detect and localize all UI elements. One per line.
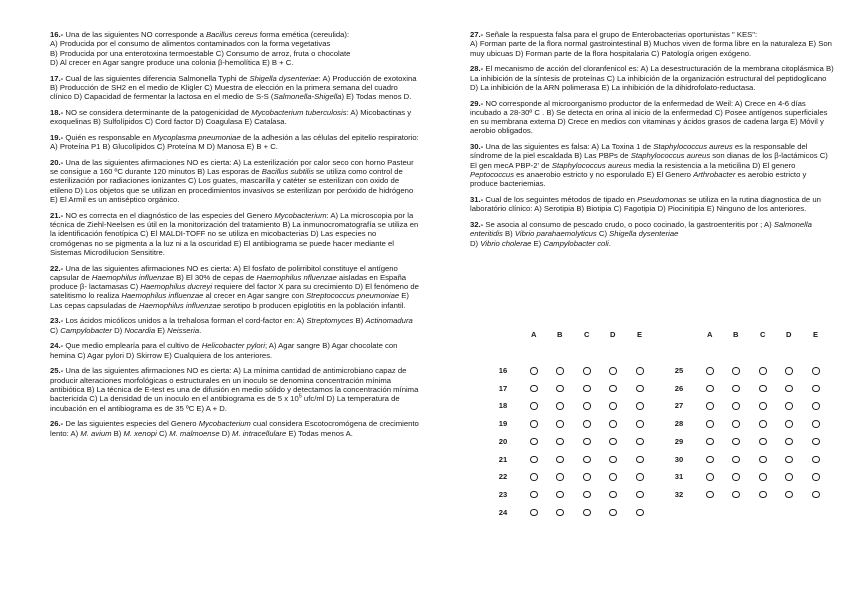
species-name: Haemophilus influenzae — [138, 300, 221, 310]
answer-bubble-a[interactable] — [530, 456, 538, 464]
question-text: B) Producida por una enterotoxina termoestable C) Consumo de arroz, fruta o chocolate — [50, 48, 351, 58]
species-name: Mycobacterium tuberculosis — [251, 107, 347, 117]
answer-bubble-e[interactable] — [812, 367, 820, 375]
answer-bubble-c[interactable] — [759, 367, 767, 375]
question-text: NO corresponde al microorganismo productor de la enfermedad de Weil: A) Crece en 4-6 días incubado a 28-30º C . B) Se detecta en orina al inicio de la enfermedad C) Posee antígenos superficiales en su membrana externa D) Crece en medios con vitaminas y ácidos grasos de cadena larga E) Móvil y aerobio obligados. — [470, 98, 828, 136]
answer-bubble-d[interactable] — [785, 456, 793, 464]
answer-row-number: 30 — [674, 454, 684, 464]
question-29 — [470, 99, 835, 136]
question-number: 20.- — [50, 157, 64, 167]
answer-bubble-e[interactable] — [636, 473, 644, 481]
question-16 — [50, 30, 420, 67]
question-30 — [470, 142, 835, 188]
species-name: Actinomadura — [365, 316, 413, 326]
answer-bubble-c[interactable] — [759, 491, 767, 499]
question-text: A) Forman parte de la flora normal gastrointestinal B) Muchos viven de forma libre en la naturaleza E) Son muy ubicuas D) Forman parte de la flora hospitalaria C) Patología origen exógeno. — [470, 39, 832, 58]
question-31 — [470, 195, 835, 214]
answer-row-number: 29 — [674, 436, 684, 446]
answer-bubble-d[interactable] — [785, 491, 793, 499]
question-text: A) Producida por el consumo de alimentos contaminados con la forma vegetativas — [50, 39, 331, 49]
answer-bubble-a[interactable] — [530, 438, 538, 446]
answer-row-number: 17 — [498, 383, 508, 393]
question-number: 19.- — [50, 132, 64, 142]
species-name: Staphylococcus aureus — [653, 142, 733, 152]
question-number: 31.- — [470, 195, 484, 205]
option-header-d: D — [610, 330, 616, 339]
option-header-e: E — [813, 330, 819, 339]
question-number: 24.- — [50, 341, 64, 351]
question-text: se utiliza como control de esterilización por radiaciones ionizantes C) Los guates, mascarilla y catéter se esterilizan con oxido de etileno D) Los objetos que se utilizan en procedimientos invasivos se esterilizan por peróxido de hidrógeno E) El Armil es un antiséptico orgánico. — [50, 167, 414, 205]
answer-bubble-d[interactable] — [785, 438, 793, 446]
answer-bubble-e[interactable] — [812, 491, 820, 499]
left-question-column — [50, 30, 420, 444]
answer-bubble-b[interactable] — [732, 438, 740, 446]
question-text: B) — [502, 229, 515, 239]
answer-bubble-e[interactable] — [636, 402, 644, 410]
species-name: Nocardia — [124, 325, 156, 335]
answer-bubble-a[interactable] — [706, 367, 714, 375]
answer-bubble-a[interactable] — [530, 402, 538, 410]
question-25 — [50, 366, 420, 412]
answer-bubble-c[interactable] — [583, 402, 591, 410]
answer-bubble-d[interactable] — [785, 473, 793, 481]
option-header-b: B — [733, 330, 739, 339]
answer-bubble-e[interactable] — [812, 402, 820, 410]
question-text: B) El 30% de cepas de — [173, 272, 257, 282]
answer-row-number: 23 — [498, 489, 508, 499]
answer-bubble-d[interactable] — [609, 438, 617, 446]
option-header-a: A — [531, 330, 537, 339]
species-name: Haemophilus ducreyi — [140, 282, 213, 292]
question-text: son dianas de los β-lactámicos C) El gen mecA PBP-2' de — [470, 151, 828, 170]
species-name: M. avium — [80, 428, 112, 438]
answer-bubble-c[interactable] — [583, 509, 591, 517]
question-text: Una de las siguientes afirmaciones NO es cierta: A) La esterilización por calor seco con horno Pasteur se consigue a 160 ºC durante 120 minutos B) Las esporas de — [50, 157, 414, 177]
question-32 — [470, 220, 835, 248]
question-21 — [50, 211, 420, 257]
species-name: Bacillus cereus — [205, 30, 258, 39]
answer-row-number: 19 — [498, 419, 508, 429]
right-question-column — [470, 30, 835, 254]
answer-bubble-b[interactable] — [732, 420, 740, 428]
question-text: D) — [219, 428, 233, 438]
question-text: D) — [470, 238, 481, 248]
species-name: Mycoplasma pneumoniae — [153, 132, 241, 142]
answer-bubble-b[interactable] — [556, 509, 564, 517]
question-text: se utiliza en la rutina diagnostica de un laboratório clínico: A) Serotipia B) Biotipia C) Fagotipia D) Piocinitipia E) Ninguno de los anteriores. — [470, 195, 821, 214]
question-text: C) — [596, 229, 610, 239]
question-number: 32.- — [470, 220, 484, 229]
answer-bubble-a[interactable] — [530, 473, 538, 481]
question-text: NO es correcta en el diagnóstico de las especies del Genero — [63, 210, 275, 220]
answer-row-number: 28 — [674, 419, 684, 429]
question-23 — [50, 316, 420, 335]
answer-bubble-e[interactable] — [636, 385, 644, 393]
question-19 — [50, 133, 420, 152]
answer-bubble-a[interactable] — [706, 402, 714, 410]
question-text: . — [608, 238, 611, 248]
option-header-d: D — [786, 330, 792, 339]
answer-bubble-d[interactable] — [785, 402, 793, 410]
question-number: 16.- — [50, 30, 64, 39]
species-name: Peptococcus — [470, 170, 515, 180]
answer-bubble-b[interactable] — [732, 402, 740, 410]
answer-bubble-c[interactable] — [759, 385, 767, 393]
answer-bubble-a[interactable] — [530, 509, 538, 517]
answer-row-number: 22 — [498, 472, 508, 482]
answer-bubble-c[interactable] — [759, 420, 767, 428]
question-text: D) — [111, 325, 125, 335]
species-name: M. xenopi — [123, 428, 157, 438]
answer-row-number: 21 — [498, 454, 508, 464]
question-text: serotipo b producen epiglotitis en la población infantil. — [220, 300, 406, 310]
species-name: Helicobacter pylori — [201, 341, 265, 351]
question-text: ufc/ml D) La temperatura de incubación en el antibiograma es de 35 ºC E) A + D. — [50, 394, 400, 413]
answer-bubble-c[interactable] — [759, 473, 767, 481]
answer-bubble-e[interactable] — [812, 438, 820, 446]
answer-row-number: 31 — [674, 472, 684, 482]
question-text: Los ácidos micólicos unidos a la trehalosa forman el cord-factor en: A) — [63, 316, 307, 326]
question-number: 21.- — [50, 210, 64, 220]
answer-bubble-d[interactable] — [609, 367, 617, 375]
answer-bubble-c[interactable] — [583, 456, 591, 464]
answer-bubble-b[interactable] — [556, 367, 564, 375]
question-17 — [50, 74, 420, 102]
answer-bubble-c[interactable] — [583, 473, 591, 481]
answer-bubble-c[interactable] — [583, 367, 591, 375]
answer-bubble-b[interactable] — [732, 367, 740, 375]
question-20 — [50, 158, 420, 204]
answer-bubble-b[interactable] — [556, 420, 564, 428]
option-header-e: E — [637, 330, 643, 339]
question-number: 30.- — [470, 142, 484, 152]
question-number: 22.- — [50, 263, 64, 273]
question-text: De las siguientes especies del Genero — [63, 419, 199, 429]
answer-bubble-d[interactable] — [609, 420, 617, 428]
question-text: ) E) Todas menos D. — [341, 92, 412, 102]
species-name: M. malmoense — [169, 428, 220, 438]
answer-bubble-b[interactable] — [732, 385, 740, 393]
question-text: B) — [111, 428, 124, 438]
question-text: C) — [50, 325, 61, 335]
question-text: E) — [155, 325, 168, 335]
option-header-b: B — [557, 330, 563, 339]
species-name: Arthrobacter — [693, 170, 736, 180]
answer-bubble-c[interactable] — [583, 420, 591, 428]
answer-bubble-c[interactable] — [583, 385, 591, 393]
question-24 — [50, 341, 420, 360]
answer-bubble-d[interactable] — [609, 473, 617, 481]
species-name: Neisseria — [167, 325, 200, 335]
species-name: Pseudomonas — [637, 195, 687, 205]
question-text: cual considera Escotocromógena de crecimiento lento: A) — [50, 419, 419, 438]
question-text: media la resistencia a la meticilina D) El genero — [631, 160, 796, 170]
answer-bubble-b[interactable] — [556, 402, 564, 410]
question-text: . — [199, 325, 202, 335]
species-name: Haemophilus influenzae — [121, 291, 204, 301]
option-header-c: C — [584, 330, 590, 339]
answer-bubble-d[interactable] — [609, 402, 617, 410]
question-text: es la responsable del síndrome de la piel escaldada B) Las PBPs de — [470, 142, 808, 161]
species-name: Staphylococcus aureus — [551, 160, 632, 170]
question-text: de la adhesión a las células del epitelio respiratorio: A) Proteína P1 B) Glucolípidos C) Proteína M D) Manosa E) B + C. — [50, 132, 419, 152]
question-text: Cual de los seguintes métodos de tipado en — [483, 195, 638, 205]
answer-bubble-b[interactable] — [732, 491, 740, 499]
question-number: 28.- — [470, 64, 484, 74]
answer-bubble-e[interactable] — [636, 491, 644, 499]
question-27 — [470, 30, 835, 58]
answer-bubble-a[interactable] — [530, 385, 538, 393]
species-name: Mycobacterium — [274, 210, 327, 220]
answer-row-number: 25 — [674, 366, 684, 375]
option-header-c: C — [760, 330, 766, 339]
answer-bubble-a[interactable] — [706, 438, 714, 446]
question-text: Se asocia al consumo de pescado crudo, o poco cocinado, la gastroenteritis por ; A) — [483, 220, 774, 229]
answer-bubble-a[interactable] — [530, 491, 538, 499]
question-text: B) — [353, 316, 366, 326]
answer-bubble-c[interactable] — [759, 456, 767, 464]
species-name: Campylobacter coli — [543, 238, 609, 248]
question-number: 18.- — [50, 107, 64, 117]
answer-bubble-b[interactable] — [556, 456, 564, 464]
answer-bubble-b[interactable] — [556, 385, 564, 393]
answer-bubble-b[interactable] — [556, 491, 564, 499]
answer-bubble-c[interactable] — [583, 491, 591, 499]
question-text: es aerobio estricto y produce bacteriemias. — [470, 170, 807, 189]
answer-bubble-b[interactable] — [556, 473, 564, 481]
answer-bubble-e[interactable] — [636, 456, 644, 464]
question-text: Quién es responsable en — [63, 132, 153, 142]
question-text: forma emética (cereulida): — [257, 30, 350, 39]
question-text: es anaerobio estricto y no esporulado E) El Genero — [514, 170, 694, 180]
question-26 — [50, 419, 420, 438]
answer-bubble-c[interactable] — [583, 438, 591, 446]
question-text: Una de las siguientes es falsa: A) La Toxina 1 de — [483, 142, 654, 152]
question-text: E) — [531, 238, 544, 248]
answer-row-number: 16 — [498, 366, 508, 375]
answer-bubble-a[interactable] — [530, 420, 538, 428]
species-name: Salmonella-Shigella — [273, 92, 342, 102]
question-text: El mecanismo de acción del cloranfenicol es: A) La desestructuración de la membrana citoplásmica B) La inhibición de la síntesis de proteínas C) La inhibición de la organización estructural del peptidoglicano D) La inhibición de la ARN polimerasa E) La inhibición de la dihidrofolato-reductasa. — [470, 64, 834, 92]
answer-bubble-e[interactable] — [636, 367, 644, 375]
question-text: requiere del factor X para su crecimiento D) El fenómeno de satelitismo lo realiza — [50, 282, 419, 301]
species-name: Haemophilus nfluenzae — [256, 272, 337, 282]
species-name: Shigella dysenteriae — [249, 73, 319, 83]
question-text: : A) Micobactinas y exoquelinas B) Sulfolípidos C) Cord factor D) Coagulasa E) Catalasa. — [50, 107, 412, 127]
answer-bubble-a[interactable] — [706, 385, 714, 393]
answer-bubble-d[interactable] — [785, 420, 793, 428]
question-text: E) Todas menos A. — [286, 428, 353, 438]
answer-bubble-e[interactable] — [812, 473, 820, 481]
answer-row-number: 32 — [674, 489, 684, 499]
answer-bubble-a[interactable] — [706, 473, 714, 481]
question-text: Una de las siguientes afirmaciones NO es cierta: A) La mínima cantidad de antimicrobiano capaz de producir alteraciones morfológicas o estructurales en un inoculo se denomina concentración mínima antibiótica B) La técnica de E-test es una de difusión en medio sólido y detectamos la concentración mínima bactericida C) La densidad de un inoculo en el antibiograma es de 5 x 10 — [50, 366, 419, 404]
answer-bubble-e[interactable] — [636, 420, 644, 428]
answer-bubble-e[interactable] — [636, 509, 644, 517]
question-number: 27.- — [470, 30, 484, 39]
answer-bubble-b[interactable] — [556, 438, 564, 446]
species-name: Streptomyces — [306, 316, 354, 326]
species-name: Campylobacter — [60, 325, 112, 335]
question-text: aisladas en España produce β- lactamasas C) — [50, 272, 407, 292]
species-name: Vibrio cholerae — [480, 238, 532, 248]
question-text: Cual de las siguientes diferencia Salmonella Typhi de — [63, 73, 250, 83]
answer-bubble-a[interactable] — [706, 420, 714, 428]
question-number: 29.- — [470, 98, 484, 108]
question-text: : A) Producción de exotoxina B) Producción de SH2 en el medio de Kligler C) Muestra de elección en la primera semana del cuadro clínico D) Capacidad de fermentar la lactosa en el medio de S-S ( — [50, 73, 417, 102]
question-text: E) Las cepas capsuladas de — [50, 291, 409, 310]
answer-bubble-a[interactable] — [706, 491, 714, 499]
answer-bubble-a[interactable] — [530, 367, 538, 375]
species-name: Staphylococcus aureus — [630, 151, 711, 161]
question-text: Una de las siguientes afirmaciones NO es cierta: A) El fosfato de polirribitol constituye el antígeno capsular de — [50, 263, 398, 282]
question-number: 23.- — [50, 316, 64, 326]
answer-row-number: 27 — [674, 401, 684, 411]
species-name: Streptococcus pneumoniae — [305, 291, 400, 301]
species-name: Salmonella enteritidis — [470, 220, 812, 239]
answer-bubble-d[interactable] — [609, 509, 617, 517]
answer-bubble-c[interactable] — [759, 402, 767, 410]
species-name: M. intracellulare — [232, 428, 287, 438]
question-number: 25.- — [50, 366, 64, 376]
question-text: D) Al crecer en Agar sangre produce una colonia β-hemolítica E) B + C. — [50, 57, 294, 67]
answer-bubble-d[interactable] — [785, 367, 793, 375]
question-18 — [50, 108, 420, 127]
answer-bubble-e[interactable] — [812, 456, 820, 464]
answer-bubble-b[interactable] — [732, 456, 740, 464]
option-header-a: A — [707, 330, 713, 339]
answer-bubble-e[interactable] — [812, 420, 820, 428]
answer-bubble-a[interactable] — [706, 456, 714, 464]
question-text: 5 — [298, 393, 302, 400]
species-name: Shigella dysenteriae — [609, 229, 679, 239]
question-text: C) — [156, 428, 170, 438]
answer-row-number: 18 — [498, 401, 508, 411]
answer-bubble-d[interactable] — [609, 491, 617, 499]
answer-bubble-c[interactable] — [759, 438, 767, 446]
answer-bubble-d[interactable] — [609, 385, 617, 393]
species-name: Vibrio parahaemolyticus — [514, 229, 597, 239]
question-text: Señale la respuesta falsa para el grupo de Enterobacterias oportunistas " KES": — [483, 30, 758, 39]
species-name: Haemophilus influenzae — [91, 272, 174, 282]
question-text: ; A) Agar sangre B) Agar chocolate con hemina C) Agar pylori D) Skirrow E) Cualquiera de los anteriores. — [50, 341, 398, 360]
question-text: : A) La microscopia por la técnica de Ziehl-Neelsen es útil en la monitorización del tratamiento B) La inmunocromatografía se utiliza en la identificación fenotípica C) El MALDI-TOFF no se utiliza en micobacterias D) Las especies no cromógenas no se pigmenta a la luz ni a la oscuridad E) El antibiograma se puede hacer mediante el Sistemas Microdilucion Sensititre. — [50, 210, 419, 257]
species-name: Bacillus subtilis — [261, 167, 314, 177]
question-text: NO se considera determinante de la patogenicidad de — [63, 107, 252, 117]
question-text: al crecer en Agar sangre con — [203, 291, 306, 301]
answer-bubble-e[interactable] — [636, 438, 644, 446]
answer-bubble-d[interactable] — [785, 385, 793, 393]
answer-row-number: 24 — [498, 507, 508, 517]
question-number: 17.- — [50, 73, 64, 83]
question-text: Una de las siguientes NO corresponde a — [63, 30, 206, 39]
question-22 — [50, 264, 420, 310]
answer-bubble-e[interactable] — [812, 385, 820, 393]
species-name: Mycobacterium — [198, 419, 251, 429]
question-number: 26.- — [50, 419, 64, 429]
question-text: Que medio emplearía para el cultivo de — [63, 341, 202, 351]
answer-row-number: 20 — [498, 436, 508, 446]
answer-row-number: 26 — [674, 383, 684, 393]
answer-bubble-d[interactable] — [609, 456, 617, 464]
answer-bubble-b[interactable] — [732, 473, 740, 481]
question-28 — [470, 64, 835, 92]
